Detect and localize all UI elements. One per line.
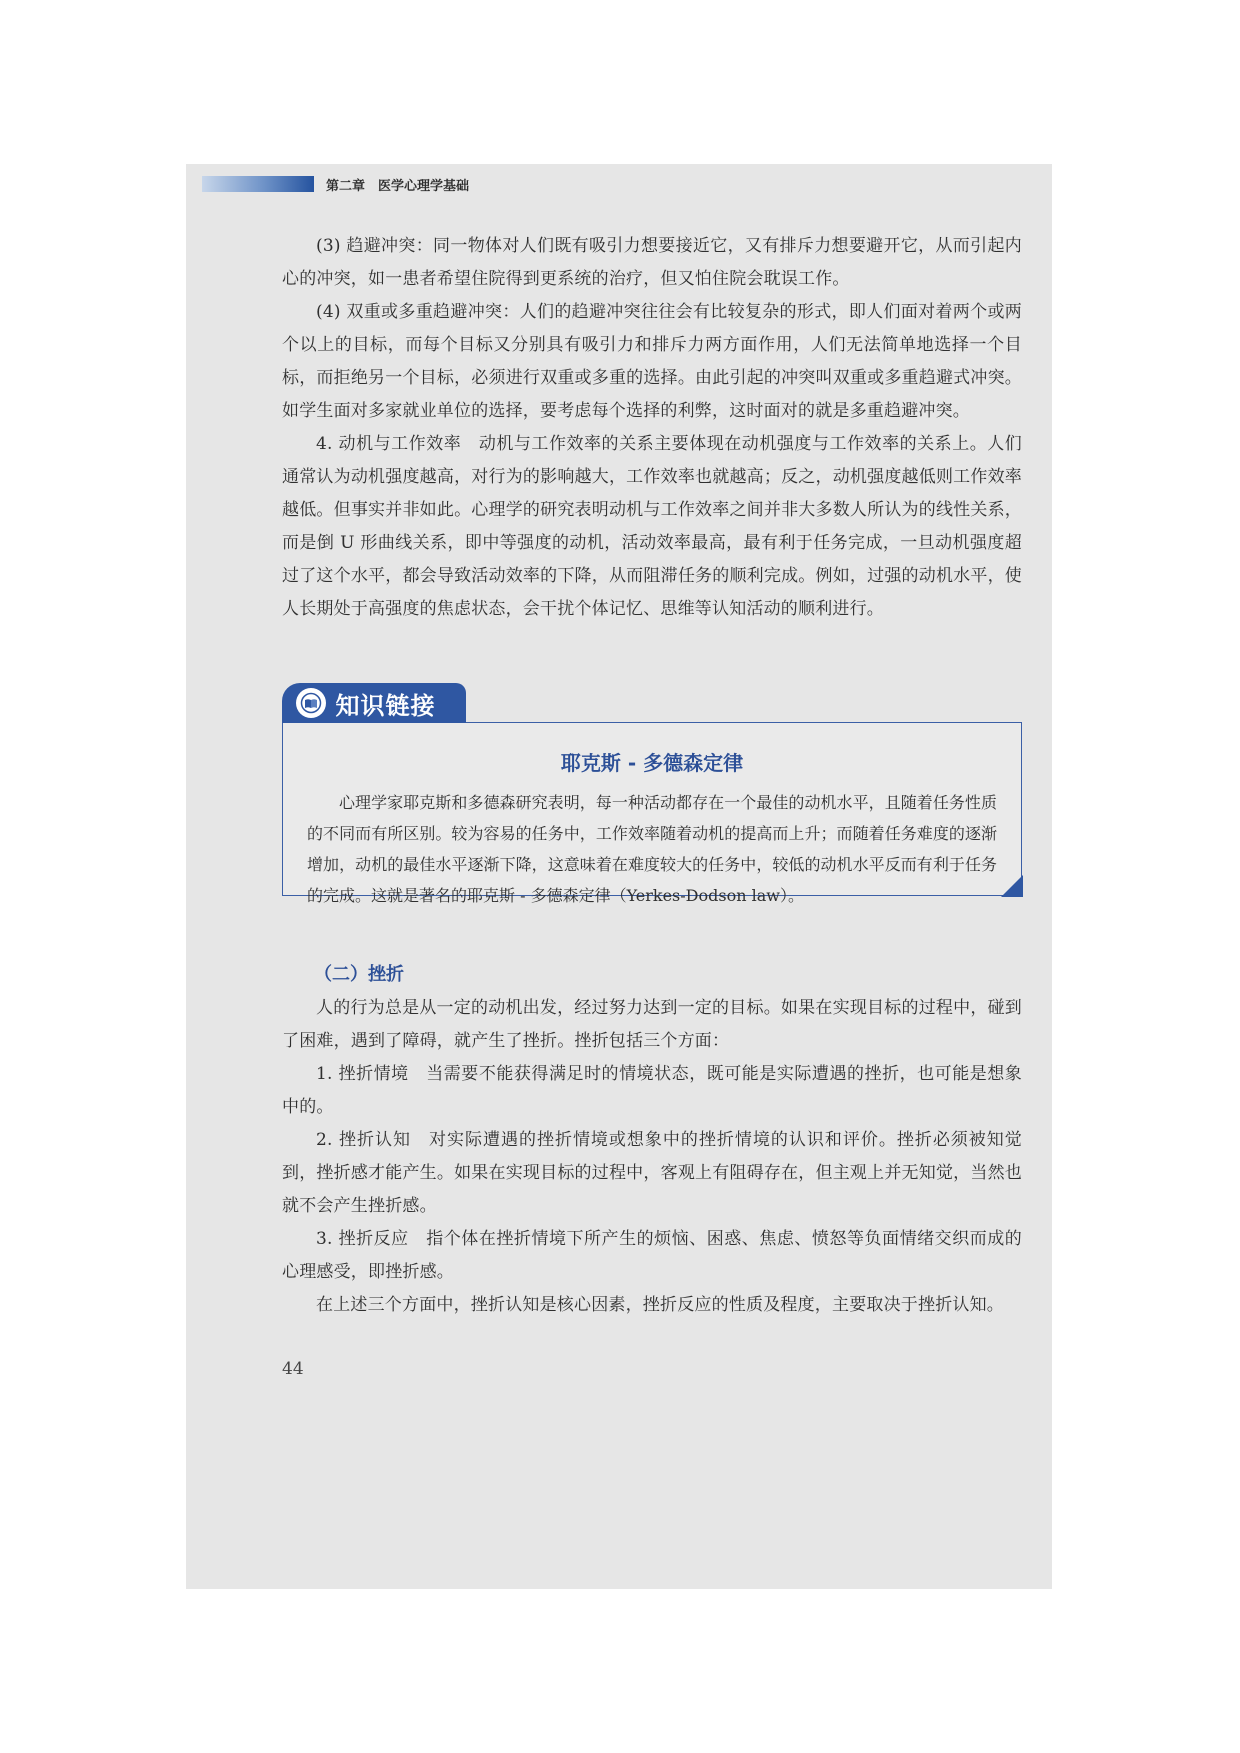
callout-heading: 耶克斯 - 多德森定律 bbox=[560, 751, 744, 775]
section-heading: （二）挫折 bbox=[314, 964, 404, 985]
chapter-title: 第二章 医学心理学基础 bbox=[326, 178, 470, 194]
header-color-bar bbox=[202, 176, 314, 192]
knowledge-link-tab bbox=[282, 683, 466, 723]
paragraph: (3) 趋避冲突：同一物体对人们既有吸引力想要接近它，又有排斥力想要避开它，从而引起内心的冲突，如一患者希望住院得到更系统的治疗，但又怕住院会耽误工作。 bbox=[282, 236, 1022, 289]
book-page bbox=[186, 164, 1052, 1589]
section-body bbox=[282, 992, 1022, 1322]
paragraph: 人的行为总是从一定的动机出发，经过努力达到一定的目标。如果在实现目标的过程中，碰到了困难，遇到了障碍，就产生了挫折。挫折包括三个方面： bbox=[282, 998, 1022, 1051]
knowledge-link-box bbox=[282, 691, 1022, 905]
running-header bbox=[202, 174, 469, 194]
section-body bbox=[282, 230, 1022, 626]
knowledge-link-label: 知识链接 bbox=[335, 691, 436, 720]
paragraph: 2. 挫折认知 对实际遭遇的挫折情境或想象中的挫折情境的认识和评价。挫折必须被知觉到，挫折感才能产生。如果在实现目标的过程中，客观上有阻碍存在，但主观上并无知觉，当然也就不会产生挫折感。 bbox=[282, 1130, 1022, 1216]
corner-fold-decoration bbox=[1001, 875, 1023, 897]
paragraph: (4) 双重或多重趋避冲突：人们的趋避冲突往往会有比较复杂的形式，即人们面对着两个或两个以上的目标，而每个目标又分别具有吸引力和排斥力两方面作用，人们无法简单地选择一个目标，而拒绝另一个目标，必须进行双重或多重的选择。由此引起的冲突叫双重或多重趋避式冲突。如学生面对多家就业单位的选择，要考虑每个选择的利弊，这时面对的就是多重趋避冲突。 bbox=[282, 302, 1022, 421]
page-number: 44 bbox=[282, 1359, 304, 1379]
callout-text: 心理学家耶克斯和多德森研究表明，每一种活动都存在一个最佳的动机水平，且随着任务性质的不同而有所区别。较为容易的任务中，工作效率随着动机的提高而上升；而随着任务难度的逐渐增加，动机的最佳水平逐渐下降，这意味着在难度较大的任务中，较低的动机水平反而有利于任务的完成。这就是著名的耶克斯 - 多德森定律（Yerkes-Dodson law）。 bbox=[307, 793, 997, 905]
book-icon bbox=[296, 688, 326, 718]
paragraph: 在上述三个方面中，挫折认知是核心因素，挫折反应的性质及程度，主要取决于挫折认知。 bbox=[316, 1295, 1004, 1315]
paragraph: 4. 动机与工作效率 动机与工作效率的关系主要体现在动机强度与工作效率的关系上。人们通常认为动机强度越高，对行为的影响越大，工作效率也就越高；反之，动机强度越低则工作效率越低。但事实并非如此。心理学的研究表明动机与工作效率之间并非大多数人所认为的线性关系，而是倒 U 形曲线关系，即中等强度的动机，活动效率最高，最有利于任务完成，一旦动机强度超过了这个水平，都会导致活动效率的下降，从而阻滞任务的顺利完成。例如，过强的动机水平，使人长期处于高强度的焦虑状态，会干扰个体记忆、思维等认知活动的顺利进行。 bbox=[282, 434, 1022, 619]
paragraph: 3. 挫折反应 指个体在挫折情境下所产生的烦恼、困惑、焦虑、愤怒等负面情绪交织而成的心理感受，即挫折感。 bbox=[282, 1229, 1022, 1282]
paragraph: 1. 挫折情境 当需要不能获得满足时的情境状态，既可能是实际遭遇的挫折，也可能是想象中的。 bbox=[282, 1064, 1022, 1117]
